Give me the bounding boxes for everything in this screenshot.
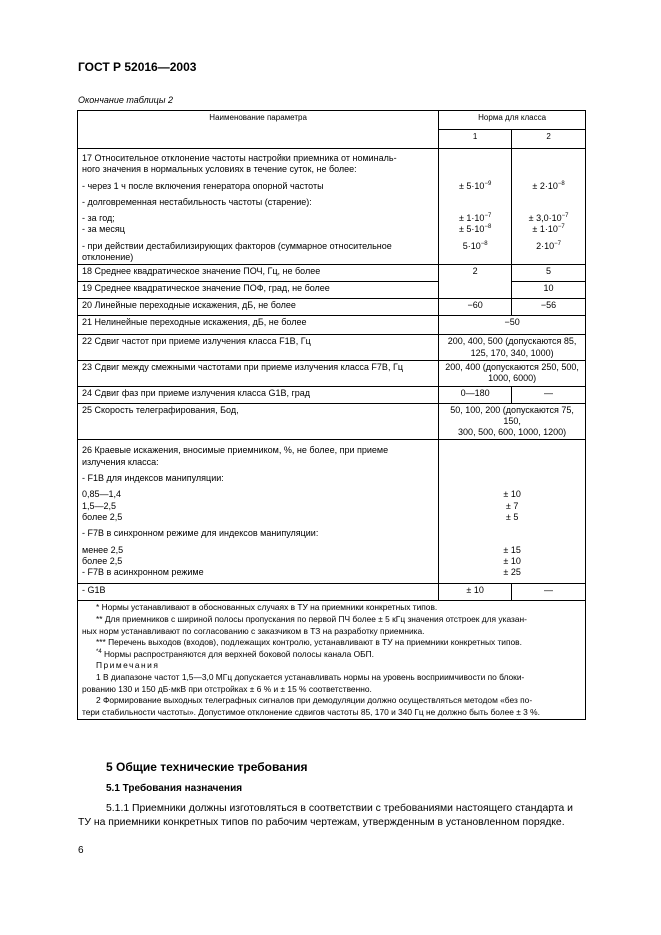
r26-f7b-async-value: ± 25 [503,567,521,578]
note-3: *** Перечень выходов (входов), подлежащих контролю, устанавливают в ТУ на приемники конкретных типов. [96,637,522,648]
document-standard-header: ГОСТ Р 52016—2003 [78,60,197,74]
r26-f1b-b-value: ± 7 [505,500,519,511]
remark-2-line1: 2 Формирование выходных телеграфных сигналов при демодуляции должно осуществляться методом «без по- [96,695,533,706]
header-param: Наименование параметра [78,111,439,149]
r20-class2: −56 [512,299,586,316]
r26-f1b-b-label: 1,5—2,5 [82,500,117,511]
r17-d-label: - за месяц [82,224,125,235]
table-row-21 [78,316,586,335]
r17-e-label-line1: - при действии дестабилизирующих факторов (суммарное относительное [82,240,392,251]
r26-f7b-async-label: - F7B в асинхронном режиме [82,567,204,578]
section-5-1-title: 5.1 Требования назначения [106,783,243,794]
table-row-22 [78,335,586,361]
r24-label: 24 Сдвиг фаз при приеме излучения класса G1B, град [78,386,439,403]
remark-1-line1: 1 В диапазоне частот 1,5—3,0 МГц допускается устанавливать нормы на уровень восприимчивости по блоки- [96,671,525,682]
note-2-line1: ** Для приемников с шириной полосы пропускания по первой ПЧ более ± 5 кГц значения отстроек для указан- [96,614,527,625]
remark-2-line2: тери стабильности частоты». Допустимое отклонение сдвигов частоты 85, 170 и 340 Гц не должно быть более ± 3 %. [82,706,540,717]
r24-class2: — [512,386,586,403]
r20-label: 20 Линейные переходные искажения, дБ, не более [78,299,439,316]
table-row-25 [78,403,586,440]
r17-c-label: - за год; [82,213,115,224]
r26-g1b-label: - G1B [78,584,439,601]
header-class-2: 2 [512,130,586,149]
r25-value-line1: 50, 100, 200 (допускаются 75, 150, [450,404,574,426]
r20-class1: −60 [439,299,512,316]
r18-class2: 5 [512,265,586,282]
r23-value-line1: 200, 400 (допускаются 250, 500, [445,361,579,372]
header-norm: Норма для класса [439,111,586,130]
r26-g1b-class2: — [512,584,586,601]
r26-f1b-label: - F1B для индексов манипуляции: [82,473,224,484]
para-line1: 5.1.1 Приемники должны изготовляться в соответствии с требованиями настоящего стандарта и [106,803,573,814]
r17-d-class2: ± $1\cdot 10^{-7}$ [532,224,565,235]
r25-label: 25 Скорость телеграфирования, Бод, [78,403,439,440]
table-row-23 [78,360,586,386]
r17-a-class2: ± $2\cdot 10^{-8}$ [532,180,565,191]
r23-label: 23 Сдвиг между смежными частотами при приеме излучения класса F7B, Гц [78,360,439,386]
r17-e-label-line2: отклонение) [82,252,134,263]
r18-label: 18 Среднее квадратическое значение ПОЧ, Гц, не более [78,265,439,282]
note-4-mark: *4 [96,648,102,655]
r26-f7b-sync-label: - F7B в синхронном режиме для индексов манипуляции: [82,528,319,539]
r26-f7b-a-label: менее 2,5 [82,544,124,555]
r21-label: 21 Нелинейные переходные искажения, дБ, не более [78,316,439,335]
r17-d-class1: ± $5\cdot 10^{-8}$ [458,224,492,235]
r26-f7b-a-value: ± 15 [503,544,521,555]
table-row-20 [78,299,586,316]
r22-label: 22 Сдвиг частот при приеме излучения класса F1B, Гц [78,335,439,361]
r26-f7b-b-value: ± 10 [503,555,521,566]
r17-title-line2: ного значения в нормальных условиях в течение суток, не более: [82,164,357,175]
table-row-26 [78,440,586,584]
r17-a-label: - через 1 ч после включения генератора опорной частоты [82,180,324,191]
table-row-26-g1b [78,584,586,601]
r22-value-line2: 125, 170, 340, 1000) [470,347,554,358]
r24-class1: 0—180 [439,386,512,403]
section-5-1-1-paragraph [78,802,585,830]
table-row-24 [78,386,586,403]
r25-value-line2: 300, 500, 600, 1000, 1200) [458,427,567,438]
notes-heading: Примечания [96,660,160,671]
r26-title-line2: излучения класса: [82,456,159,467]
table-row-18 [78,265,586,282]
r26-g1b-class1: ± 10 [439,584,512,601]
table-header-row [78,111,586,130]
r26-f1b-a-label: 0,85—1,4 [82,489,122,500]
section-5-title: 5 Общие технические требования [106,760,308,774]
r19-label: 19 Среднее квадратическое значение ПОФ, град, не более [78,282,439,299]
table-row-17 [78,149,586,265]
note-2-line2: ных норм устанавливают по согласованию с заказчиком в ТЗ на разработку приемника. [82,625,425,636]
header-class-1: 1 [439,130,512,149]
table-caption: Окончание таблицы 2 [78,95,173,105]
r26-f1b-c-value: ± 5 [505,511,519,522]
para-line2: ТУ на приемники конкретных типов по рабочим чертежам, утвержденным в установленном порядке. [78,817,565,828]
r26-f7b-b-label: более 2,5 [82,555,123,566]
r17-c-class2: ± $3,0\cdot 10^{-7}$ [528,213,569,224]
r17-e-class1: $5\cdot 10^{-8}$ [462,240,488,251]
r26-f1b-c-label: более 2,5 [82,511,123,522]
r17-b-label: - долговременная нестабильность частоты (старение): [82,196,312,207]
r22-value-line1: 200, 400, 500 (допускаются 85, [447,336,577,347]
r17-e-class2: $2\cdot 10^{-7}$ [536,240,561,251]
r23-value-line2: 1000, 6000) [488,373,537,384]
note-4: $^{*4}$ Нормы распространяются для верхней боковой полосы канала ОБП. [96,648,374,659]
remark-1-line2: рованию 130 и 150 дБ·мкВ при отстройках ± 6 % и ± 15 % соответственно. [82,683,372,694]
page-number: 6 [78,845,84,856]
r17-c-class1: ± $1\cdot 10^{-7}$ [458,213,492,224]
r21-value: −50 [439,316,586,335]
note-1: * Нормы устанавливают в обоснованных случаях в ТУ на приемники конкретных типов. [96,602,438,613]
table-notes-row [78,601,586,720]
r26-f1b-a-value: ± 10 [503,489,521,500]
r18-19-class1: 2 [439,265,512,299]
r19-class2: 10 [512,282,586,299]
r17-title-line1: 17 Относительное отклонение частоты настройки приемника от номиналь- [82,153,397,163]
r17-a-class1: ± $5\cdot 10^{-9}$ [458,180,492,191]
parameters-table [77,110,586,720]
r26-title-line1: 26 Краевые искажения, вносимые приемником, %, не более, при приеме [82,445,389,456]
